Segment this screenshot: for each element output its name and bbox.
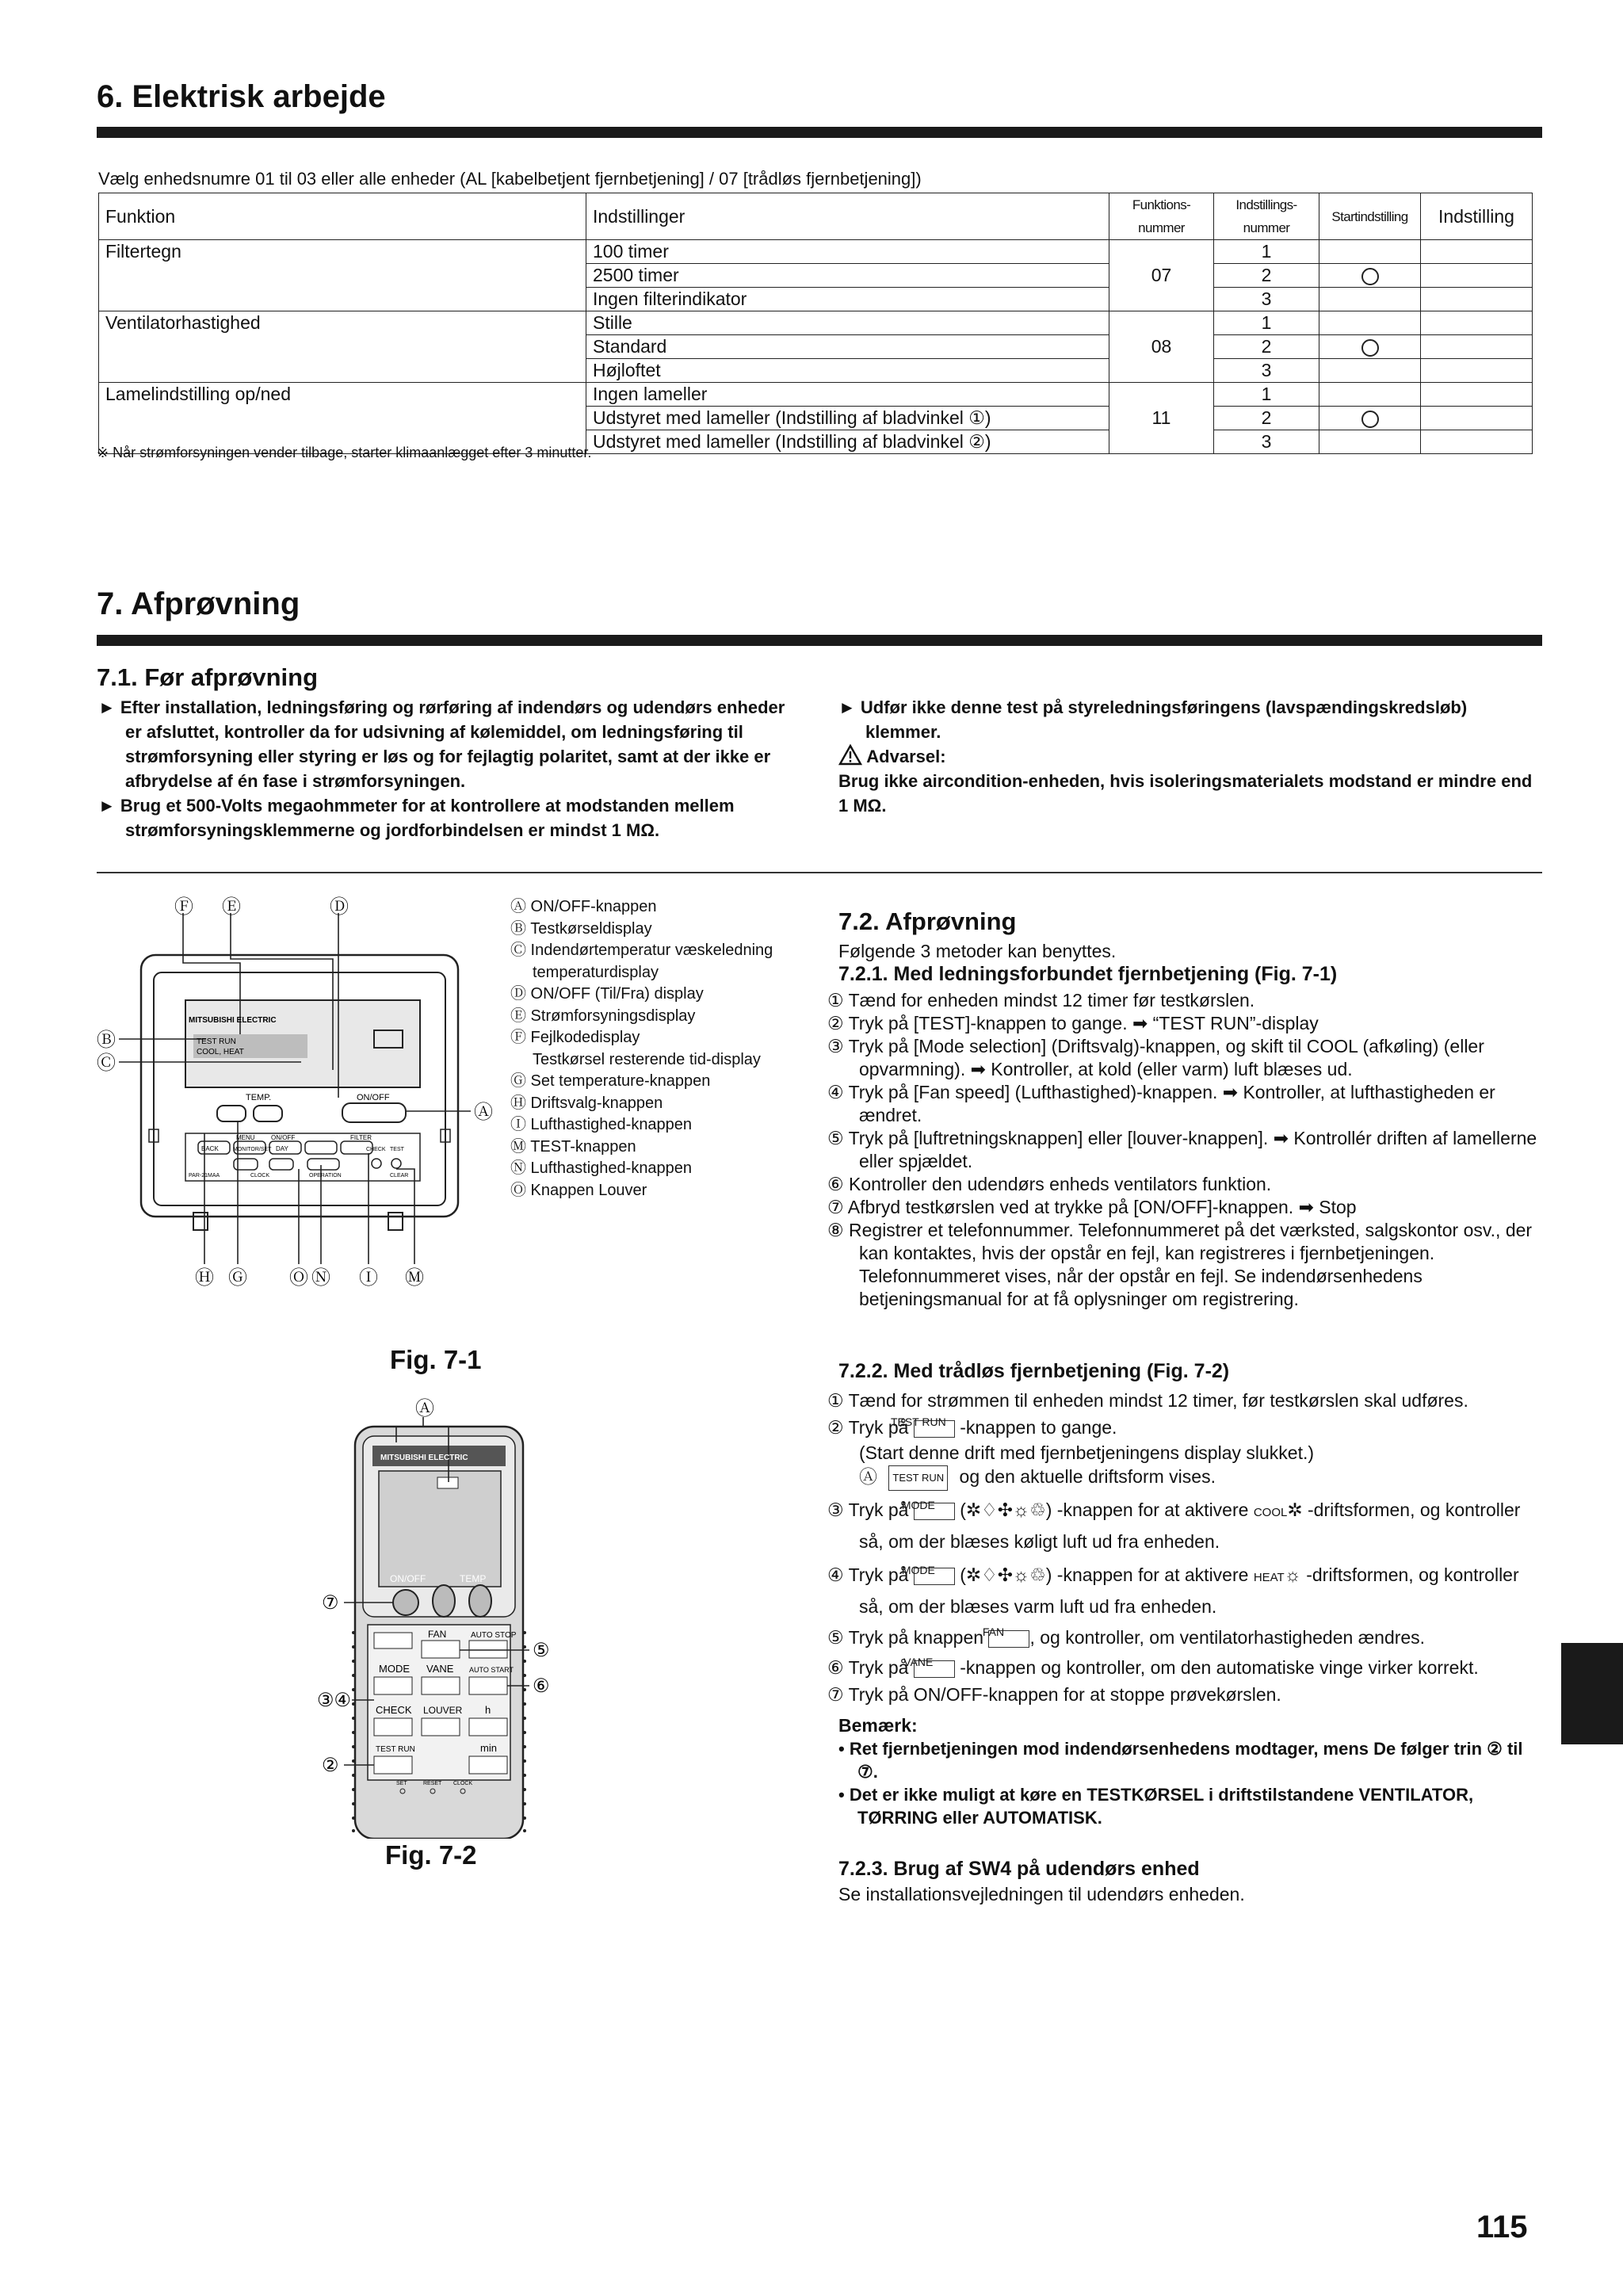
- table-row: [99, 311, 1533, 335]
- callout-2: ②: [322, 1755, 339, 1776]
- svg-text:VANE: VANE: [426, 1663, 454, 1675]
- cell-setting: Højloftet: [586, 359, 1109, 383]
- pre-test-note: ► Brug et 500-Volts megaohmmeter for at kontrollere at modstanden mellem strømforsyningsklemmerne og jordforbindelsen er mindst 1 MΩ.: [98, 796, 735, 840]
- pre-test-note: ► Efter installation, ledningsføring og rørføring af indendørs og udendørs enheder er afsluttet, kontroller da for udsivning af kølemiddel, om ledningsføring til strømforsyning eller styring er løs og for fejlagtig polaritet, samt at der ikke er afbrydelse af én fase i strømforsyningen.: [98, 697, 785, 791]
- callout-7: ⑦: [322, 1592, 339, 1614]
- svg-text:ON/OFF: ON/OFF: [271, 1134, 296, 1141]
- test-step: ② Tryk på TEST RUN -knappen to gange.: [827, 1415, 1117, 1438]
- brand-label: MITSUBISHI ELECTRIC: [380, 1454, 468, 1462]
- legend-item: Ⓑ Testkørseldisplay: [510, 919, 652, 938]
- figure-7-2-caption: Fig. 7-2: [385, 1840, 477, 1870]
- test-step: ④ Tryk på [Fan speed] (Lufthastighed)-knappen. ➡ Kontroller, at lufthastigheden er ændret.: [827, 1082, 1495, 1125]
- pre-test-notes-left: [98, 695, 802, 842]
- svg-text:FILTER: FILTER: [350, 1134, 372, 1141]
- page-number: 115: [1476, 2210, 1528, 2244]
- cell-function: Lamelindstilling op/ned: [99, 383, 586, 407]
- legend-item: Ⓒ Indendørtemperatur væskeledning: [510, 942, 773, 959]
- svg-text:TEST RUN: TEST RUN: [376, 1745, 415, 1754]
- section-rule: [97, 127, 1542, 138]
- callout-o: Ⓞ: [289, 1267, 308, 1289]
- cell-setting: Udstyret med lameller (Indstilling af bladvinkel ②): [586, 430, 1109, 454]
- svg-text:CLOCK: CLOCK: [250, 1173, 270, 1179]
- section-7-2-3-text: Se installationsvejledningen til udendørs enheden.: [838, 1884, 1245, 1904]
- legend-item: Ⓐ ON/OFF-knappen: [510, 898, 657, 915]
- legend-item: Testkørsel resterende tid-display: [533, 1050, 761, 1068]
- svg-text:MODE: MODE: [379, 1663, 410, 1675]
- remarks: [838, 1737, 1542, 1829]
- svg-text:CHECK: CHECK: [376, 1704, 412, 1716]
- cell-initial: [1319, 407, 1421, 430]
- cool-label: COOL: [1253, 1505, 1288, 1519]
- cell-initial: [1319, 240, 1421, 264]
- legend-item: temperaturdisplay: [533, 963, 659, 981]
- legend-item: Ⓕ Fejlkodedisplay: [510, 1029, 640, 1046]
- heat-icon: ☼: [1284, 1564, 1301, 1585]
- cell-set-number: 2: [1214, 335, 1319, 359]
- cell-initial: [1319, 264, 1421, 288]
- onoff-label: ON/OFF: [390, 1573, 426, 1584]
- cell-set-number: 2: [1214, 264, 1319, 288]
- legend-item: Ⓞ Knappen Louver: [510, 1181, 647, 1199]
- callout-a: Ⓐ: [415, 1398, 434, 1419]
- wired-test-steps: [827, 989, 1542, 1311]
- vane-button-icon: VANE: [914, 1660, 955, 1678]
- svg-text:min: min: [480, 1742, 497, 1754]
- section-7-2-1-title: 7.2.1. Med ledningsforbundet fjernbetjening (Fig. 7-1): [838, 963, 1338, 985]
- cell-set-number: 3: [1214, 288, 1319, 311]
- cell-set-number: 2: [1214, 407, 1319, 430]
- table-row: [99, 359, 1533, 383]
- th-function: Funktion: [99, 193, 586, 240]
- legend-item: Ⓗ Driftsvalg-knappen: [510, 1094, 663, 1112]
- section-7-1-title: 7.1. Før afprøvning: [97, 663, 319, 691]
- test-step: ⑦ Afbryd testkørslen ved at trykke på [ON/OFF]-knappen. ➡ Stop: [827, 1197, 1357, 1217]
- brand-label: MITSUBISHI ELECTRIC: [189, 1016, 277, 1025]
- legend-item: Ⓝ Lufthastighed-knappen: [510, 1159, 693, 1177]
- warning-text: Brug ikke aircondition-enheden, hvis isoleringsmaterialets modstand er mindre end 1 MΩ.: [838, 771, 1533, 816]
- cell-func-number: 11: [1109, 407, 1214, 430]
- svg-text:AUTO STOP: AUTO STOP: [471, 1631, 517, 1640]
- chapter-tab: [1561, 1643, 1623, 1744]
- cool-icon: ✲: [1287, 1499, 1303, 1520]
- table-row: [99, 383, 1533, 407]
- figure-7-1-legend: [510, 896, 804, 1201]
- callout-3-4: ③④: [317, 1690, 352, 1711]
- table-row: [99, 335, 1533, 359]
- cell-setting: 2500 timer: [586, 264, 1109, 288]
- remark-item: • Ret fjernbetjeningen mod indendørsenhedens modtager, mens De følger trin ② til ⑦.: [838, 1739, 1523, 1782]
- figure-7-1: [95, 896, 507, 1300]
- fan-button-icon: FAN: [988, 1630, 1029, 1648]
- svg-text:SET: SET: [396, 1781, 407, 1786]
- mode-button-icon: MODE: [914, 1568, 955, 1585]
- th-settings: Indstillinger: [586, 193, 1109, 240]
- testrun-button-icon: TEST RUN: [914, 1420, 955, 1438]
- test-step-note: (Start denne drift med fjernbetjeningens display slukket.): [859, 1442, 1315, 1463]
- legend-item: Ⓖ Set temperature-knappen: [510, 1072, 711, 1090]
- lcd-mode: COOL, HEAT: [197, 1048, 244, 1056]
- table-intro: Vælg enhedsnumre 01 til 03 eller alle enheder (AL [kabelbetjent fjernbetjening] / 07 [trådløs fjernbetjening]): [98, 169, 922, 189]
- legend-item: Ⓓ ON/OFF (Til/Fra) display: [510, 985, 704, 1003]
- cell-initial: [1319, 335, 1421, 359]
- svg-text:RESET: RESET: [423, 1781, 442, 1786]
- callout-f: Ⓕ: [174, 896, 193, 918]
- remark-item: • Det er ikke muligt at køre en TESTKØRSEL i driftstilstandene VENTILATOR, TØRRING eller AUTOMATISK.: [838, 1785, 1474, 1828]
- onoff-label: ON/OFF: [357, 1093, 390, 1102]
- lcd-test-run: TEST RUN: [197, 1037, 236, 1046]
- test-step: ⑧ Registrer et telefonnummer. Telefonnummeret på det værksted, salgskontor osv., der kan kontaktes, hvis der opstår en fejl, kan registreres i fjernbetjeningen. Telefonnummeret vises, når der opstår en fejl. Se indendørsenhedens betjeningsmanual for at få oplysninger om registrering.: [827, 1220, 1533, 1309]
- pre-test-notes-right: [838, 695, 1542, 818]
- svg-text:CLEAR: CLEAR: [390, 1173, 409, 1179]
- section-6-title: 6. Elektrisk arbejde: [97, 79, 386, 114]
- temp-label: TEMP.: [246, 1093, 272, 1102]
- warning-icon: [838, 744, 862, 766]
- test-step: ⑥ Tryk på VANE -knappen og kontroller, om den automatiske vinge virker korrekt.: [827, 1655, 1479, 1678]
- cell-setting: Udstyret med lameller (Indstilling af bladvinkel ①): [586, 407, 1109, 430]
- section-7-2-3-title: 7.2.3. Brug af SW4 på udendørs enhed: [838, 1858, 1200, 1880]
- callout-c: Ⓒ: [97, 1052, 116, 1074]
- divider: [97, 872, 1542, 873]
- section-7-2-title: 7.2. Afprøvning: [838, 907, 1017, 935]
- testrun-display-icon: TEST RUN: [888, 1465, 948, 1491]
- test-step: ⑤ Tryk på [luftretningsknappen] eller [louver-knappen]. ➡ Kontrollér driften af lamellerne eller spjældet.: [827, 1128, 1537, 1171]
- wireless-remote-drawing: [317, 1395, 571, 1839]
- wireless-test-steps: [827, 1387, 1542, 1708]
- callout-6: ⑥: [533, 1675, 550, 1697]
- heat-label: HEAT: [1253, 1570, 1285, 1584]
- cell-setting: Ingen lameller: [586, 383, 1109, 407]
- callout-n: Ⓝ: [311, 1267, 330, 1289]
- th-function-number: Funktions- nummer: [1109, 193, 1214, 240]
- settings-table: [98, 193, 1533, 454]
- test-step: ② Tryk på [TEST]-knappen to gange. ➡ “TEST RUN”-display: [827, 1013, 1319, 1033]
- table-row: [99, 288, 1533, 311]
- temp-label: TEMP: [460, 1573, 487, 1584]
- callout-h: Ⓗ: [195, 1267, 214, 1289]
- svg-text:LOUVER: LOUVER: [423, 1705, 463, 1716]
- svg-text:h: h: [485, 1704, 491, 1716]
- cell-set-number: 1: [1214, 240, 1319, 264]
- cell-func-number: [1109, 240, 1214, 264]
- initial-mark-icon: [1361, 339, 1379, 357]
- test-step: ⑦ Tryk på ON/OFF-knappen for at stoppe prøvekørslen.: [827, 1683, 1281, 1705]
- initial-mark-icon: [1361, 411, 1379, 428]
- cell-set-number: 1: [1214, 383, 1319, 407]
- test-step: ③ Tryk på MODE (✲♢✣☼♲) -knappen for at aktivere COOL✲ -driftsformen, og kontroller så, om der blæses køligt luft ud fra enheden.: [827, 1498, 1521, 1552]
- table-row: [99, 240, 1533, 264]
- legend-item: Ⓜ TEST-knappen: [510, 1137, 636, 1156]
- table-footnote: ※ Når strømforsyningen vender tilbage, starter klimaanlægget efter 3 minutter.: [97, 445, 592, 460]
- cell-set-number: 3: [1214, 430, 1319, 454]
- svg-text:BACK: BACK: [201, 1145, 219, 1152]
- pre-test-note: ► Udfør ikke denne test på styreledningsføringens (lavspændingskredsløb) klemmer.: [838, 697, 1468, 742]
- test-step: ④ Tryk på MODE (✲♢✣☼♲) -knappen for at aktivere HEAT☼ -driftsformen, og kontroller så, om der blæses varm luft ud fra enheden.: [827, 1563, 1519, 1617]
- remark-label: Bemærk:: [838, 1715, 918, 1736]
- callout-e: Ⓔ: [222, 896, 241, 918]
- svg-text:CHECK: CHECK: [366, 1147, 386, 1152]
- legend-item: Ⓘ Lufthastighed-knappen: [510, 1116, 693, 1133]
- test-step: ① Tænd for strømmen til enheden mindst 12 timer, før testkørslen skal udføres.: [827, 1390, 1468, 1411]
- cell-setting: 100 timer: [586, 240, 1109, 264]
- callout-g: Ⓖ: [228, 1267, 247, 1289]
- initial-mark-icon: [1361, 268, 1379, 285]
- callout-b: Ⓑ: [97, 1030, 116, 1051]
- test-step: ⑥ Kontroller den udendørs enheds ventilators funktion.: [827, 1174, 1272, 1194]
- cell-set-number: 1: [1214, 311, 1319, 335]
- figure-7-1-caption: Fig. 7-1: [390, 1345, 482, 1374]
- section-rule: [97, 635, 1542, 646]
- svg-text:MENU: MENU: [236, 1134, 255, 1141]
- test-step: ③ Tryk på [Mode selection] (Driftsvalg)-knappen, og skift til COOL (afkøling) (eller opvarmning). ➡ Kontroller, at kold (eller varm) luft blæses ud.: [827, 1036, 1484, 1079]
- svg-text:AUTO START: AUTO START: [469, 1666, 514, 1674]
- test-step-note: Ⓐ TEST RUN og den aktuelle driftsform vises.: [827, 1465, 1542, 1491]
- table-row: [99, 407, 1533, 430]
- cell-setting: Standard: [586, 335, 1109, 359]
- svg-text:FAN: FAN: [428, 1629, 447, 1640]
- model-label: PAR-21MAA: [189, 1173, 220, 1179]
- mode-symbols-icon: (✲♢✣☼♲): [960, 1564, 1052, 1585]
- callout-d: Ⓓ: [330, 896, 349, 918]
- th-initial: Startindstilling: [1319, 193, 1421, 240]
- callout-i: Ⓘ: [359, 1267, 378, 1289]
- svg-text:CLOCK: CLOCK: [453, 1781, 473, 1786]
- warning-heading: Advarsel:: [838, 744, 1542, 769]
- cell-function: Filtertegn: [99, 240, 586, 264]
- wired-remote-drawing: [95, 896, 507, 1300]
- legend-item: Ⓔ Strømforsyningsdisplay: [510, 1007, 696, 1025]
- callout-m: Ⓜ: [405, 1267, 424, 1289]
- svg-text:DAY: DAY: [276, 1145, 288, 1152]
- th-setting: Indstilling: [1421, 193, 1533, 240]
- cell-value: [1421, 240, 1533, 264]
- cell-func-number: 07: [1109, 264, 1214, 288]
- cell-set-number: 3: [1214, 359, 1319, 383]
- section-7-title: 7. Afprøvning: [97, 586, 300, 621]
- svg-text:OPERATION: OPERATION: [309, 1173, 342, 1179]
- callout-a: Ⓐ: [474, 1102, 493, 1123]
- th-setting-number: Indstillings-nummer: [1214, 193, 1319, 240]
- test-step: ⑤ Tryk på knappen FAN , og kontroller, om ventilatorhastigheden ændres.: [827, 1625, 1426, 1648]
- table-row: [99, 264, 1533, 288]
- svg-text:TEST: TEST: [390, 1147, 404, 1152]
- svg-text:MONITOR/SET: MONITOR/SET: [233, 1147, 272, 1152]
- mode-button-icon: MODE: [914, 1503, 955, 1520]
- section-7-2-2-title: 7.2.2. Med trådløs fjernbetjening (Fig. 7-2): [838, 1360, 1230, 1382]
- section-7-2-intro: Følgende 3 metoder kan benyttes.: [838, 941, 1117, 961]
- figure-7-2: [317, 1395, 571, 1839]
- mode-symbols-icon: (✲♢✣☼♲): [960, 1499, 1052, 1520]
- cell-func-number: 08: [1109, 335, 1214, 359]
- cell-setting: Stille: [586, 311, 1109, 335]
- cell-value: [1421, 264, 1533, 288]
- cell-function: Ventilatorhastighed: [99, 311, 586, 335]
- test-step: ① Tænd for enheden mindst 12 timer før testkørslen.: [827, 990, 1255, 1010]
- callout-5: ⑤: [533, 1640, 550, 1661]
- cell-setting: Ingen filterindikator: [586, 288, 1109, 311]
